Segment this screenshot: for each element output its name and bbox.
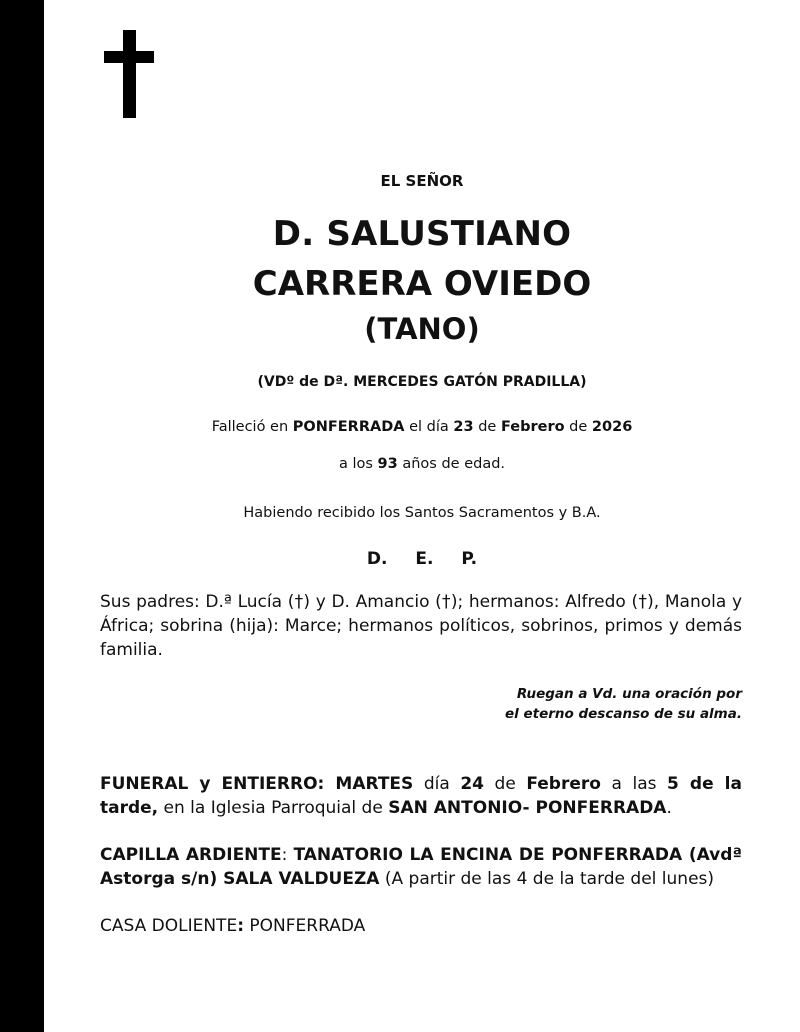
funeral-info: FUNERAL y ENTIERRO: MARTES día 24 de Febrero a las 5 de la tarde, en la Iglesia Parroquial de SAN ANTONIO- PONFERRADA.: [100, 774, 742, 818]
sacraments-statement: Habiendo recibido los Santos Sacramentos y B.A.: [243, 505, 601, 521]
prayer-line-2: el eterno descanso de su alma.: [505, 706, 742, 722]
family-list: Sus padres: D.ª Lucía (†) y D. Amancio (†); hermanos: Alfredo (†), Manola y África; sobrina (hija): Marce; hermanos políticos, sobrinos, primos y demás familia.: [100, 592, 742, 660]
death-year: 2026: [591, 419, 633, 435]
death-statement: Falleció en PONFERRADA el día 23 de Febrero de 2026: [211, 419, 633, 435]
dep-initials: D. E. P.: [366, 549, 478, 569]
death-month: Febrero: [500, 419, 565, 435]
chapel-info: CAPILLA ARDIENTE: TANATORIO LA ENCINA DE PONFERRADA (Avdª Astorga s/n) SALA VALDUEZA (A partir de las 4 de la tarde del lunes): [100, 845, 742, 889]
house-value: PONFERRADA: [244, 916, 366, 936]
funeral-time: 5 de la tarde,: [100, 774, 742, 818]
left-border: [0, 0, 44, 1032]
deceased-name-line2: CARRERA OVIEDO: [252, 264, 592, 304]
funeral-day: 24: [460, 774, 484, 794]
age-statement: a los 93 años de edad.: [338, 456, 506, 472]
prayer-request: [505, 684, 742, 724]
house-label: CASA DOLIENTE: [100, 916, 238, 936]
widower-of: (VDº de Dª. MERCEDES GATÓN PRADILLA): [257, 374, 587, 390]
death-place: PONFERRADA: [292, 419, 405, 435]
chapel-label: CAPILLA ARDIENTE: [100, 845, 282, 865]
prayer-line-1: Ruegan a Vd. una oración por: [516, 686, 742, 702]
age-value: 93: [377, 456, 398, 472]
funeral-place: SAN ANTONIO- PONFERRADA: [388, 798, 667, 818]
funeral-label: FUNERAL y ENTIERRO: MARTES: [100, 774, 414, 794]
funeral-month: Febrero: [526, 774, 601, 794]
cross-icon: [104, 30, 154, 120]
obituary-page: [44, 0, 800, 1032]
deceased-name-line1: D. SALUSTIANO: [272, 214, 572, 254]
honorific: EL SEÑOR: [380, 172, 464, 190]
deceased-nickname: (TANO): [364, 312, 480, 346]
death-day: 23: [453, 419, 474, 435]
chapel-place: TANATORIO LA ENCINA DE PONFERRADA (Avdª Astorga s/n) SALA VALDUEZA: [100, 845, 742, 889]
house-info: CASA DOLIENTE: PONFERRADA: [100, 916, 366, 936]
